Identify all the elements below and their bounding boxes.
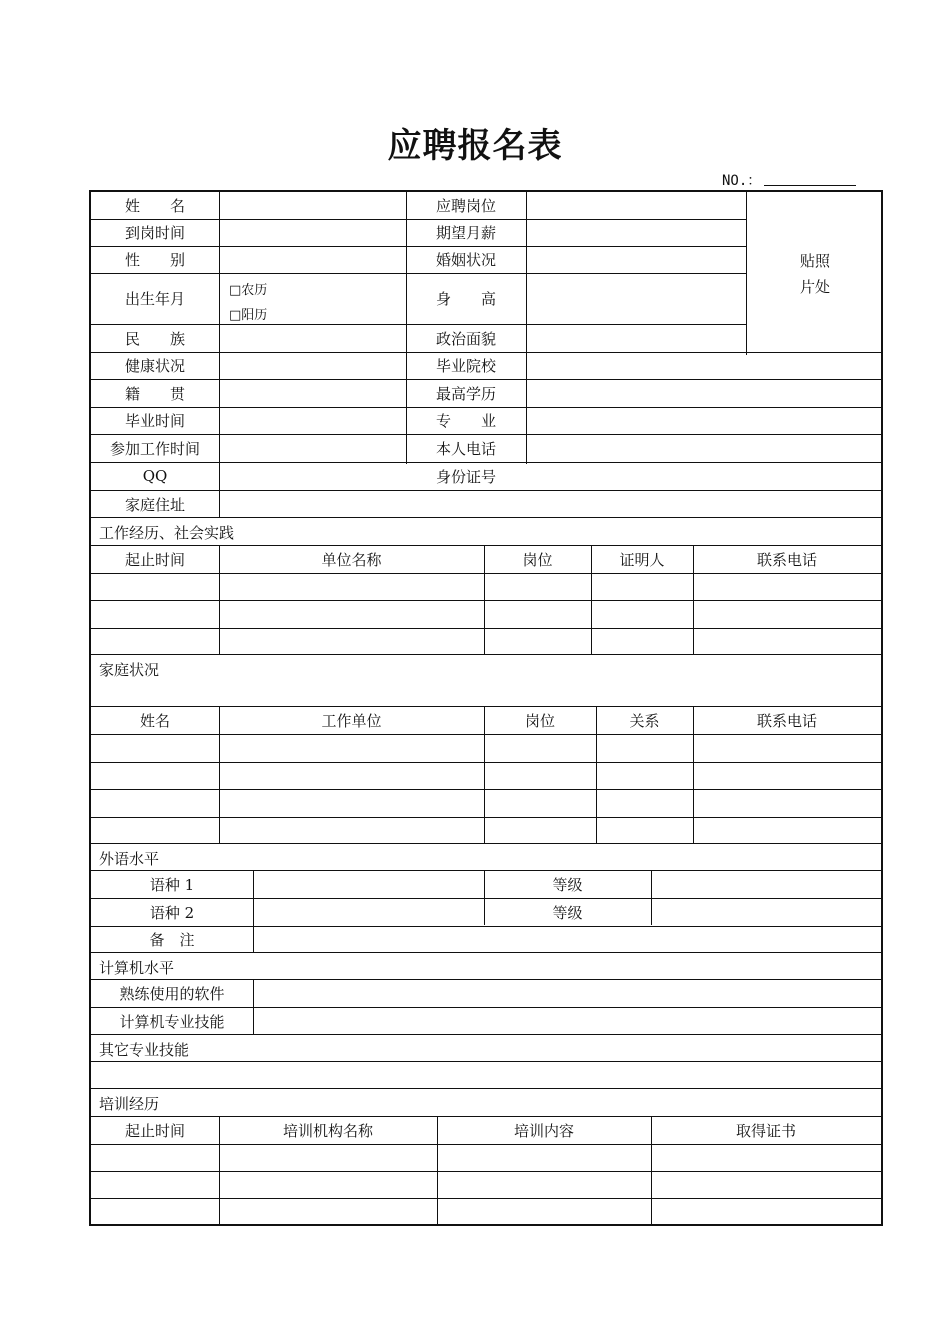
computer-section-header (91, 952, 881, 979)
computer-table (91, 979, 881, 1034)
work-section-header (91, 517, 881, 545)
language-2-level-label: 等级 (552, 903, 583, 922)
language-1-level-label: 等级 (552, 876, 583, 894)
training-header-content: 培训内容 (513, 1122, 574, 1140)
language-section-header (91, 843, 881, 870)
other-skills-title: 其它专业技能 (99, 1041, 190, 1059)
birth-date-label: 出生年月 (124, 290, 185, 308)
family-header-position: 岗位 (524, 712, 555, 730)
work-header-position: 岗位 (522, 551, 553, 569)
serial-number-label: NO.： (722, 173, 762, 189)
language-2-label: 语种 2 (149, 903, 195, 922)
work-header-period: 起止时间 (124, 551, 185, 569)
native-place-label: 籍 贯 (124, 384, 185, 403)
position-label: 应聘岗位 (435, 197, 496, 215)
work-start-label: 参加工作时间 (109, 439, 200, 458)
height-label: 身 高 (435, 290, 496, 308)
address-label: 家庭住址 (124, 495, 185, 514)
language-section-title: 外语水平 (99, 850, 160, 868)
solar-calendar-checkbox[interactable]: □阳历 (229, 308, 268, 323)
family-header-name: 姓名 (139, 712, 170, 730)
marital-label: 婚姻状况 (435, 251, 496, 269)
political-label: 政治面貌 (435, 329, 496, 348)
work-header-employer: 单位名称 (321, 551, 382, 569)
language-1-label: 语种 1 (149, 876, 195, 894)
serial-number-field[interactable] (764, 185, 856, 186)
health-label: 健康状况 (124, 357, 185, 375)
phone-label: 本人电话 (435, 439, 496, 458)
graduation-time-label: 毕业时间 (124, 412, 185, 430)
family-header-relation: 关系 (629, 712, 660, 730)
other-skills-header (91, 1034, 881, 1061)
language-table (91, 870, 881, 952)
family-header-employer: 工作单位 (321, 712, 382, 730)
work-table (91, 545, 881, 654)
family-section-title: 家庭状况 (99, 661, 160, 679)
work-header-reference: 证明人 (619, 551, 665, 569)
gender-label: 性 别 (124, 251, 185, 269)
page-title: 应聘报名表 (387, 126, 563, 166)
work-header-phone: 联系电话 (756, 551, 817, 569)
photo-label-line2: 片处 (799, 278, 830, 296)
ethnicity-label: 民 族 (124, 329, 185, 348)
school-label: 毕业院校 (435, 357, 496, 375)
work-section-title: 工作经历、社会实践 (99, 524, 235, 542)
training-header-period: 起止时间 (124, 1122, 185, 1140)
other-skills-field[interactable] (91, 1061, 881, 1088)
photo-placeholder[interactable] (747, 248, 883, 300)
software-label: 熟练使用的软件 (119, 985, 225, 1003)
name-label: 姓 名 (124, 197, 185, 215)
training-table (91, 1116, 881, 1224)
lunar-calendar-checkbox[interactable]: □农历 (229, 283, 268, 298)
id-number-label: 身份证号 (435, 467, 496, 486)
address-row (91, 490, 881, 517)
family-section-header (91, 654, 881, 706)
application-form (89, 190, 883, 1226)
training-section-title: 培训经历 (99, 1095, 160, 1113)
training-header-institution: 培训机构名称 (282, 1122, 373, 1140)
remark-label: 备 注 (149, 931, 195, 949)
training-header-certificate: 取得证书 (735, 1122, 796, 1140)
family-table (91, 706, 881, 843)
arrival-time-label: 到岗时间 (124, 224, 185, 242)
training-section-header (91, 1088, 881, 1116)
photo-label-line1: 贴照 (799, 252, 830, 270)
family-header-phone: 联系电话 (756, 712, 817, 730)
computer-section-title: 计算机水平 (99, 959, 175, 977)
computer-skills-label: 计算机专业技能 (119, 1012, 225, 1031)
degree-label: 最高学历 (435, 384, 496, 403)
qq-label: QQ (142, 467, 168, 485)
major-label: 专 业 (435, 412, 496, 430)
salary-label: 期望月薪 (435, 224, 496, 242)
basic-info-section (91, 192, 881, 490)
